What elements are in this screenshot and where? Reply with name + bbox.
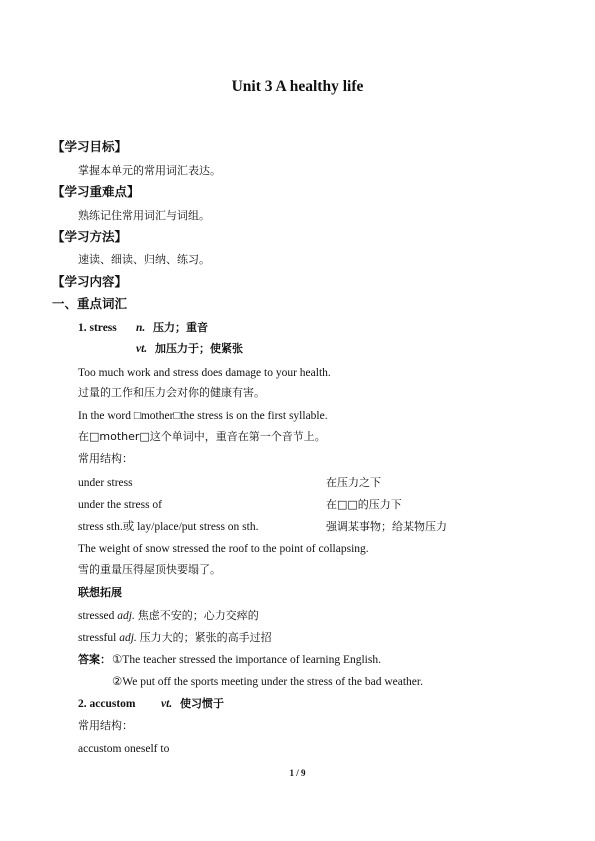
entry-pos: vt. — [161, 698, 173, 710]
extension-item — [78, 609, 259, 623]
difficulty-text: 熟练记住常用词汇与词组。 — [78, 209, 210, 222]
answer-sentence: ②We put off the sports meeting under the stress of the bad weather. — [112, 676, 423, 688]
answer-label: 答案： — [78, 653, 111, 666]
goal-text: 掌握本单元的常用词汇表达。 — [78, 164, 221, 177]
method-heading: 【学习方法】 — [52, 229, 128, 244]
entry-pos: vt. — [136, 343, 148, 355]
extension-label: 联想拓展 — [78, 586, 122, 599]
page-title: Unit 3 A healthy life — [231, 78, 364, 95]
extension-word: stressful — [78, 632, 117, 644]
section-heading: 一、重点词汇 — [52, 296, 128, 311]
extension-item — [78, 631, 272, 645]
entry-meaning: 压力；重音 — [153, 321, 208, 334]
example-translation: 在□mother□这个单词中，重音在第一个音节上。 — [78, 430, 326, 443]
extension-meaning: 压力大的；紧张的高手过招 — [139, 631, 272, 644]
extension-word: stressed — [78, 610, 115, 622]
structure-meaning: 在压力之下 — [326, 476, 381, 489]
difficulty-heading: 【学习重难点】 — [52, 184, 140, 199]
extension-pos: adj. — [117, 610, 135, 622]
structure-meaning: 强调某事物；给某物压力 — [326, 520, 447, 533]
entry-word: 1. stress — [78, 322, 117, 334]
answer-sentence: ①The teacher stressed the importance of learning English. — [112, 654, 381, 666]
structures-label: 常用结构： — [78, 719, 133, 732]
structure-phrase: under stress — [78, 477, 133, 489]
example-sentence: In the word □mother□the stress is on the first syllable. — [78, 410, 328, 422]
extension-meaning: 焦虑不安的；心力交瘁的 — [137, 609, 259, 622]
structures-label: 常用结构： — [78, 452, 133, 465]
entry-meaning: 使习惯于 — [180, 697, 224, 710]
content-heading: 【学习内容】 — [52, 274, 128, 289]
method-text: 速读、细读、归纳、练习。 — [78, 253, 210, 266]
goal-heading: 【学习目标】 — [52, 139, 128, 154]
extension-pos: adj. — [119, 632, 137, 644]
structure-phrase: stress sth.或 lay/place/put stress on sth. — [78, 521, 259, 533]
entry-pos: n. — [136, 322, 146, 334]
entry-meaning: 加压力于；使紧张 — [155, 342, 243, 355]
example-sentence: The weight of snow stressed the roof to the point of collapsing. — [78, 543, 369, 555]
example-translation: 过量的工作和压力会对你的健康有害。 — [78, 386, 265, 399]
structure-meaning: 在□□的压力下 — [326, 498, 402, 511]
example-sentence: Too much work and stress does damage to your health. — [78, 367, 331, 379]
structure-phrase: accustom oneself to — [78, 743, 170, 755]
structure-phrase: under the stress of — [78, 499, 162, 511]
example-translation: 雪的重量压得屋顶快要塌了。 — [78, 563, 221, 576]
page-number: 1 / 9 — [289, 768, 306, 778]
entry-word: 2. accustom — [78, 698, 136, 710]
